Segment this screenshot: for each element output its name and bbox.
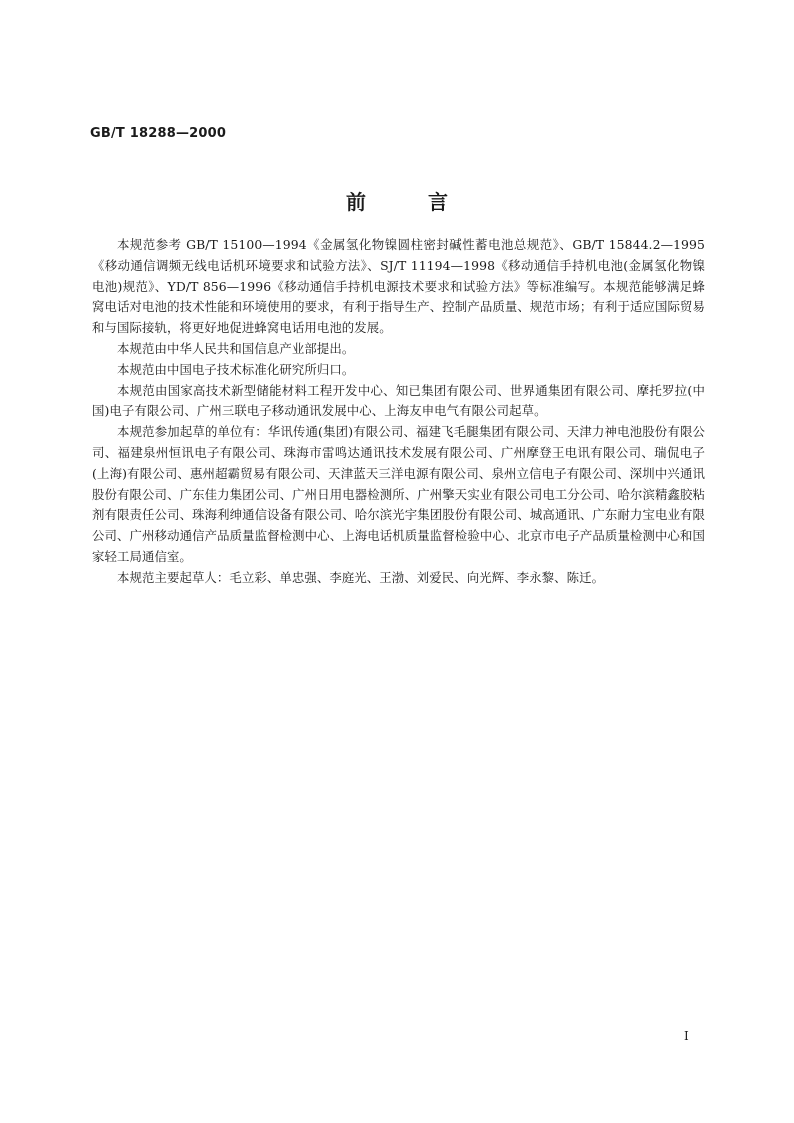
standard-code: GB/T 18288—2000 (90, 126, 227, 141)
foreword-body (92, 235, 705, 589)
paragraph-proposed-by: 本规范由中华人民共和国信息产业部提出。 (117, 340, 355, 356)
page-number: I (684, 1029, 689, 1043)
paragraph-drafted-by: 本规范由国家高技术新型储能材料工程开发中心、知已集团有限公司、世界通集团有限公司、摩托罗拉(中国)电子有限公司、广州三联电子移动通讯发展中心、上海友申电气有限公司起草。 (92, 382, 705, 419)
paragraph-participating-units: 本规范参加起草的单位有：华讯传通(集团)有限公司、福建飞毛腿集团有限公司、天津力神电池股份有限公司、福建泉州恒讯电子有限公司、珠海市雷鸣达通讯技术发展有限公司、广州摩登王电讯有限公司、瑞侃电子(上海)有限公司、惠州超霸贸易有限公司、天津蓝天三洋电源有限公司、泉州立信电子有限公司、深圳中兴通讯股份有限公司、广东佳力集团公司、广州日用电器检测所、广州擎天实业有限公司电工分公司、哈尔滨精鑫胶粘剂有限责任公司、珠海利绅通信设备有限公司、哈尔滨光宇集团股份有限公司、城高通讯、广东耐力宝电业有限公司、广州移动通信产品质量监督检测中心、上海电话机质量监督检验中心、北京市电子产品质量检测中心和国家轻工局通信室。 (92, 424, 705, 564)
paragraph-centralized-by: 本规范由中国电子技术标准化研究所归口。 (117, 361, 355, 377)
paragraph-references: 本规范参考 GB/T 15100—1994《金属氢化物镍圆柱密封碱性蓄电池总规范》、GB/T 15844.2—1995《移动通信调频无线电话机环境要求和试验方法》、SJ/T 11194—1998《移动通信手持机电池(金属氢化物镍电池)规范》、YD/T 856—1996《移动通信手持机电源技术要求和试验方法》等标准编写。本规范能够满足蜂窝电话对电池的技术性能和环境使用的要求，有利于指导生产、控制产品质量、规范市场；有利于适应国际贸易和与国际接轨，将更好地促进蜂窝电话用电池的发展。 (92, 237, 705, 336)
page-title: 前言 (346, 190, 510, 214)
paragraph-main-drafters: 本规范主要起草人：毛立彩、单忠强、李庭光、王渤、刘爱民、向光辉、李永黎、陈迁。 (117, 569, 605, 585)
